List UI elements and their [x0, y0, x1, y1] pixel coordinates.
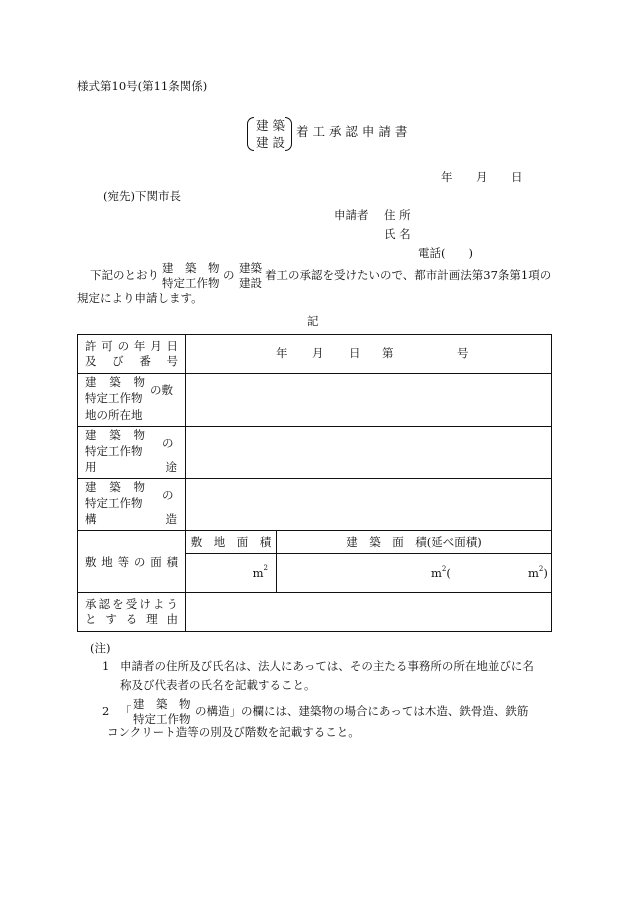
structure-stack-bottom: 特定工作物 — [85, 496, 143, 510]
area-label-cell — [78, 531, 186, 593]
name-label: 氏 名 — [384, 227, 411, 241]
reason-value-cell[interactable] — [186, 593, 552, 632]
permit-no-suffix: 号 — [457, 346, 469, 360]
note1-line1: 申請者の住所及び氏名は、法人にあっては、その主たる事務所の所在地並びに名 — [120, 659, 534, 673]
permit-no-prefix: 第 — [382, 346, 394, 360]
site-connector: の敷 — [150, 383, 173, 397]
row-reason — [78, 593, 552, 632]
title-brace-bottom: 建 設 — [256, 135, 285, 150]
use-label-cell — [78, 427, 186, 479]
permit-date-value-cell[interactable] — [186, 335, 552, 374]
building-area-header: 建 築 面 積(延べ面積) — [277, 531, 552, 554]
row-structure — [78, 479, 552, 531]
permit-year: 年 — [276, 346, 288, 360]
address-label: 住 所 — [384, 208, 411, 222]
reason-label-line1: 承 認 を 受 け よ う — [85, 597, 178, 611]
intro-prefix: 下記のとおり — [90, 268, 159, 282]
structure-label-line3: 構 造 — [85, 512, 177, 526]
note2-stack-bottom: 特定工作物 — [133, 712, 191, 726]
note2-line1: の構造」の欄には、建築物の場合にあっては木造、鉄骨造、鉄筋 — [195, 704, 529, 718]
intro-stack2-top: 建築 — [239, 261, 262, 275]
site-area-header: 敷 地 面 積 — [186, 531, 277, 554]
date-year: 年 — [441, 170, 453, 184]
structure-value-cell[interactable] — [186, 479, 552, 531]
note2-stack — [133, 697, 191, 727]
reason-label-cell — [78, 593, 186, 632]
reason-label-line2: と す る 理 由 — [85, 612, 178, 626]
floor-area-unit: $m^2$) — [528, 565, 548, 580]
title-brace-stack — [256, 117, 285, 151]
site-stack-bottom: 特定工作物 — [85, 391, 143, 405]
right-brace — [285, 117, 292, 151]
site-area-value-cell[interactable] — [186, 554, 277, 593]
row-permit-date-number — [78, 335, 552, 374]
left-brace — [247, 117, 254, 151]
row-use — [78, 427, 552, 479]
note1-line2: 称及び代表者の氏名を記載すること。 — [120, 678, 316, 692]
row-area-header — [78, 531, 552, 554]
site-location-label-cell — [78, 374, 186, 427]
notes-heading: (注) — [90, 641, 111, 655]
note2-stack-top: 建 築 物 — [133, 697, 191, 711]
form-number: 様式第10号(第11条関係) — [77, 79, 208, 93]
intro-line2: 規定により申請します。 — [77, 291, 203, 305]
permit-date-label-cell — [78, 335, 186, 374]
site-label-line3: 地の所在地 — [85, 408, 143, 422]
use-stack-top: 建 築 物 — [85, 428, 145, 442]
note2-number: 2 — [102, 704, 110, 718]
applicant-label: 申請者 — [334, 208, 369, 222]
note2-open-quote: 「 — [120, 704, 132, 718]
addressee: (宛先)下関市長 — [103, 189, 181, 203]
structure-label-cell — [78, 479, 186, 531]
permit-month: 月 — [312, 346, 324, 360]
structure-connector: の — [162, 488, 174, 502]
site-location-value-cell[interactable] — [186, 374, 552, 427]
title-brace-top: 建 築 — [256, 118, 285, 133]
permit-day: 日 — [349, 346, 361, 360]
building-area-value-cell[interactable] — [277, 554, 552, 593]
use-value-cell[interactable] — [186, 427, 552, 479]
use-connector: の — [162, 436, 174, 450]
row-site-location — [78, 374, 552, 427]
intro-stack1-top: 建 築 物 — [162, 261, 220, 275]
date-day: 日 — [511, 170, 523, 184]
intro-stack-construction — [239, 261, 262, 291]
application-table — [77, 334, 552, 632]
note1-number: 1 — [102, 659, 110, 673]
structure-stack-top: 建 築 物 — [85, 480, 145, 494]
intro-stack1-bottom: 特定工作物 — [162, 276, 220, 290]
site-area-unit: $m^2$ — [252, 564, 268, 580]
ki-label: 記 — [307, 314, 319, 328]
use-label-line3: 用 途 — [85, 460, 177, 474]
building-area-unit: $m^2$( — [431, 565, 451, 580]
permit-label-line1: 許 可 の 年 月 日 — [85, 339, 178, 353]
site-stack-top: 建 築 物 — [85, 375, 145, 389]
area-label: 敷 地 等 の 面 積 — [85, 554, 178, 569]
phone-label: 電話( ) — [418, 246, 473, 260]
permit-label-line2: 及 び 番 号 — [85, 354, 178, 368]
intro-connector: の — [223, 268, 235, 282]
intro-suffix: 着工の承認を受けたいので、都市計画法第37条第1項の — [265, 268, 552, 282]
note2-line2: コンクリート造等の別及び階数を記載すること。 — [107, 725, 360, 739]
intro-stack2-bottom: 建設 — [239, 276, 262, 290]
intro-stack-building — [162, 261, 220, 291]
date-month: 月 — [476, 170, 488, 184]
use-stack-bottom: 特定工作物 — [85, 444, 143, 458]
document-title: 着 工 承 認 申 請 書 — [296, 124, 408, 139]
